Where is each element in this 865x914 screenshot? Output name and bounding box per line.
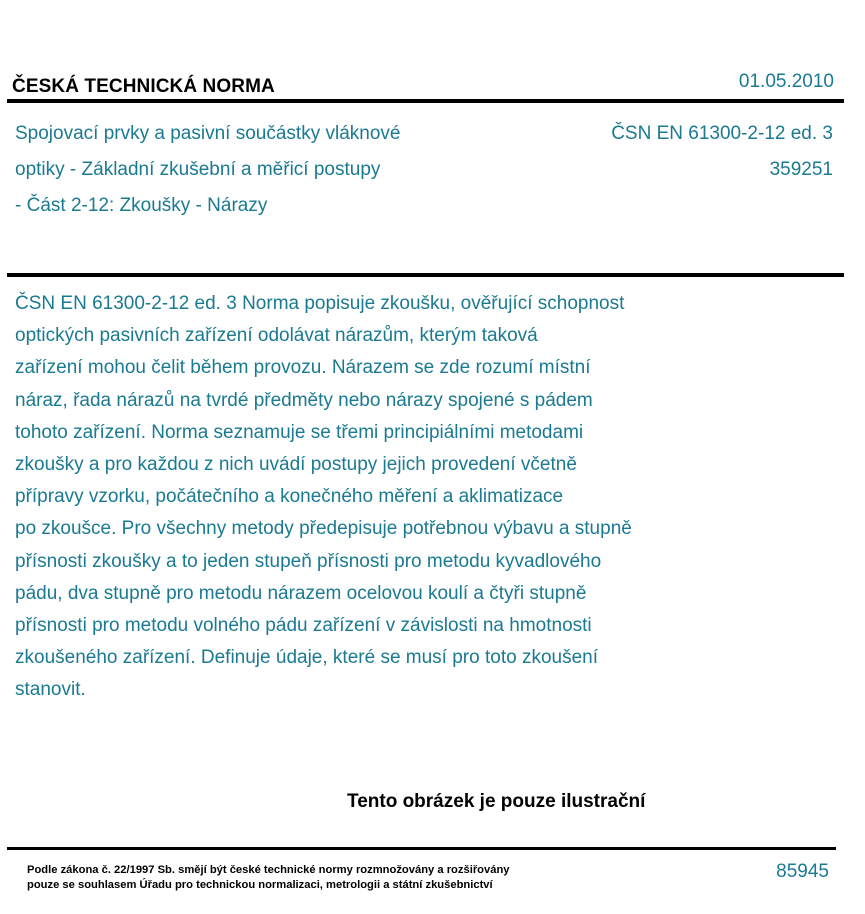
top-rule bbox=[7, 99, 844, 103]
abstract-line: zařízení mohou čelit během provozu. Nárazem se zde rozumí místní bbox=[15, 357, 591, 379]
standard-title-line: Spojovací prvky a pasivní součástky vláknové bbox=[15, 123, 401, 144]
abstract-line: tohoto zařízení. Norma seznamuje se třemi principiálními metodami bbox=[15, 421, 584, 443]
abstract-line: ČSN EN 61300-2-12 ed. 3 Norma popisuje zkoušku, ověřující schopnost bbox=[15, 293, 625, 314]
footer-legal-line: pouze se souhlasem Úřadu pro technickou normalizaci, metrologii a státní zkušebnictví bbox=[27, 879, 493, 891]
standard-title-line: - Část 2-12: Zkoušky - Nárazy bbox=[15, 195, 268, 216]
illustration-note: Tento obrázek je pouze ilustrační bbox=[347, 791, 646, 812]
abstract-line: po zkoušce. Pro všechny metody předepisuje potřebnou výbavu a stupně bbox=[15, 518, 632, 540]
standard-title-line: optiky - Základní zkušební a měřicí postupy bbox=[15, 159, 381, 180]
abstract-line: přípravy vzorku, počátečního a konečného měření a aklimatizace bbox=[15, 486, 564, 508]
abstract-line: přísnosti zkoušky a to jeden stupeň přísnosti pro metodu kyvadlového bbox=[15, 550, 602, 572]
abstract-line: zkoušky a pro každou z nich uvádí postupy jejich provedení včetně bbox=[15, 454, 577, 476]
abstract-line: stanovit. bbox=[15, 679, 86, 701]
footer-legal-text bbox=[27, 863, 510, 893]
publication-date: 01.05.2010 bbox=[738, 71, 834, 92]
abstract-line: náraz, řada nárazů na tvrdé předměty nebo nárazy spojené s pádem bbox=[15, 389, 593, 411]
footer-number: 85945 bbox=[776, 861, 829, 882]
footer-legal-line: Podle zákona č. 22/1997 Sb. smějí být české technické normy rozmnožovány a rozšiřovány bbox=[27, 864, 510, 876]
abstract-line: optických pasivních zařízení odolávat nárazům, kterým taková bbox=[15, 325, 538, 347]
abstract bbox=[15, 288, 735, 707]
header-title: ČESKÁ TECHNICKÁ NORMA bbox=[12, 76, 275, 97]
standard-code: ČSN EN 61300-2-12 ed. 3 bbox=[611, 123, 833, 144]
abstract-line: zkoušeného zařízení. Definuje údaje, které se musí pro toto zkoušení bbox=[15, 647, 598, 669]
abstract-line: pádu, dva stupně pro metodu nárazem ocelovou koulí a čtyři stupně bbox=[15, 582, 587, 604]
middle-rule bbox=[7, 273, 844, 277]
standard-identifier bbox=[611, 116, 833, 188]
abstract-line: přísnosti pro metodu volného pádu zařízení v závislosti na hmotnosti bbox=[15, 615, 592, 637]
standard-title bbox=[15, 116, 485, 224]
bottom-rule bbox=[7, 847, 836, 850]
standard-number: 359251 bbox=[769, 159, 833, 180]
